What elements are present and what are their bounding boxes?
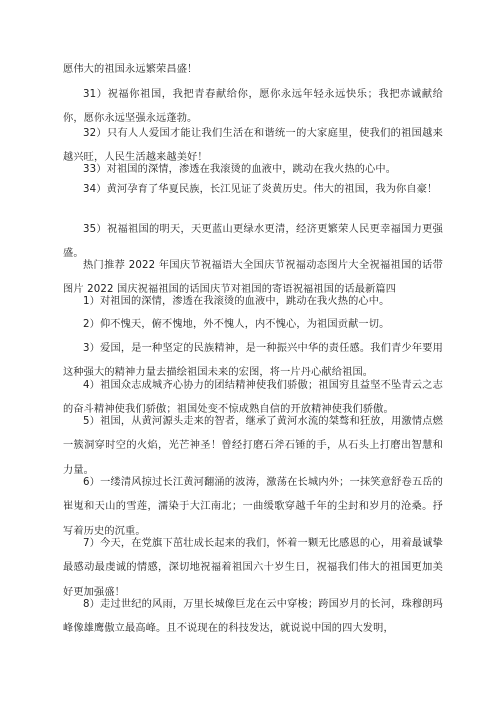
paragraph-5: 34）黄河孕育了华夏民族，长江见证了炎黄历史。伟大的祖国，我为你自豪！ <box>83 184 438 195</box>
paragraph-14: 7）今天，在党旗下茁壮成长起来的我们，怀着一颗无比感恩的心，用着最诚挚最感动最虔诚的情感，深切地祝福着祖国六十岁生日，祝福我们伟大的祖国更加美好更加强盛！ <box>63 538 443 598</box>
paragraph-11: 4）祖国众志成城齐心协力的团结精神使我们骄傲；祖国穷且益坚不坠青云之志的奋斗精神使我们骄傲；祖国处变不惊成熟自信的开放精神使我们骄傲。 <box>63 380 443 416</box>
paragraph-2: 31）祝福你祖国，我把青春献给你，愿你永远年轻永远快乐；我把赤诚献给你，愿你永远坚强永远蓬勃。 <box>63 89 443 125</box>
paragraph-1: 愿伟大的祖国永远繁荣昌盛！ <box>63 64 198 75</box>
paragraph-4: 33）对祖国的深情，渗透在我滚烫的血液中，跳动在我火热的心中。 <box>83 164 397 175</box>
paragraph-8: 1）对祖国的深情，渗透在我滚烫的血液中，跳动在我火热的心中。 <box>83 296 390 307</box>
paragraph-10: 3）爱国，是一种坚定的民族精神，是一种振兴中华的责任感。我们青少年要用这种强大的精神力量去描绘祖国未来的宏图，将一片丹心献给祖国。 <box>63 343 443 379</box>
paragraph-9: 2）仰不愧天，俯不愧地，外不愧人，内不愧心，为祖国贡献一切。 <box>83 319 390 330</box>
paragraph-15: 8）走过世纪的风雨，万里长城像巨龙在云中穿梭；跨国岁月的长河，珠穆朗玛峰像雄鹰傲立最高峰。且不说现在的科技发达，就说说中国的四大发明， <box>63 599 443 635</box>
paragraph-7: 热门推荐 2022 年国庆节祝福语大全国庆节祝福动态图片大全祝福祖国的话带图片 2022 国庆祝福祖国的话国庆节对祖国的寄语祝福祖国的话最新篇四 <box>63 260 443 296</box>
paragraph-3: 32）只有人人爱国才能让我们生活在和谐统一的大家庭里，使我们的祖国越来越兴旺，人民生活越来越美好！ <box>63 128 443 164</box>
paragraph-12: 5）祖国，从黄河源头走来的智者，继承了黄河水流的桀骜和狂放，用激情点燃一簇洞穿时空的火焰，光芒神圣！曾经打磨石斧石锤的手，从石头上打磨出智慧和力量。 <box>63 416 443 476</box>
paragraph-6: 35）祝福祖国的明天，天更蓝山更绿水更清，经济更繁荣人民更幸福国力更强盛。 <box>63 224 443 260</box>
paragraph-13: 6）一缕清风掠过长江黄河翻涌的波涛，激荡在长城内外；一抹笑意舒卷五岳的崔嵬和天山的雪莲，濡染于大江南北；一曲缓歌穿越千年的尘封和岁月的沧桑。抒写着历史的沉重。 <box>63 477 443 537</box>
